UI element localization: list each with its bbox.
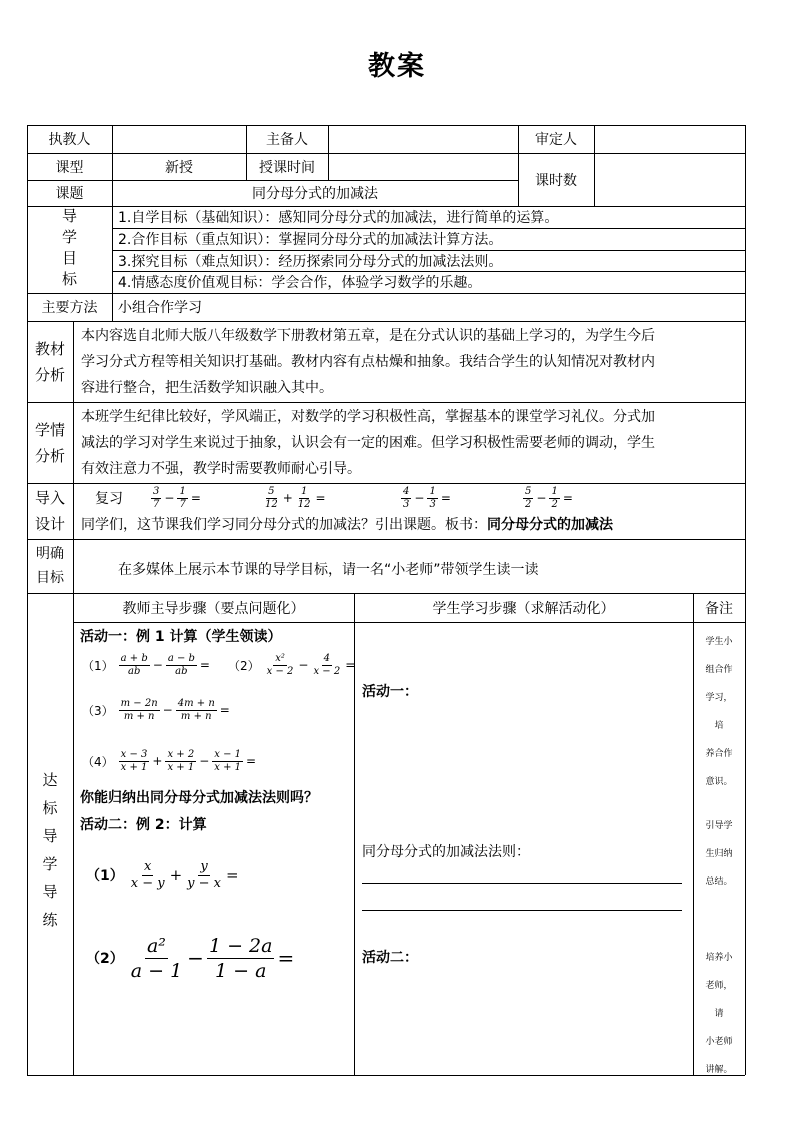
activity-one-title: 活动一：例 1 计算（学生领读） (80, 629, 282, 645)
preparer-label: 主备人 (266, 132, 308, 148)
goal-item: 4.情感态度价值观目标：学会合作，体验学习数学的乐趣。 (118, 275, 482, 291)
review-expression: $\frac{5}{2}$ − $\frac{1}{2}$ = (525, 485, 573, 510)
clarify-label: 明确目标 (36, 546, 64, 586)
goal-item: 1.自学目标（基础知识）：感知同分母分式的加减法，进行简单的运算。 (118, 210, 559, 226)
lesson-time-label: 授课时间 (259, 159, 315, 176)
answer-blank-line (362, 910, 682, 911)
topic-label: 课题 (55, 186, 84, 202)
answer-blank-line (362, 883, 682, 884)
intro-label: 导入设计 (34, 489, 65, 533)
example-3-expression: （3） $\frac{m - 2n}{m + n}$ − $\frac{4m + n}{m + n}$ = (82, 697, 230, 722)
note-little-teacher: 培养小 老师，请 小老师 讲解。 (705, 953, 733, 1075)
students-label: 学情分析 (34, 420, 65, 465)
example-5-expression: （1） $\frac{x}{x - y}$ + $\frac{y}{y - x}$ = (86, 858, 239, 891)
practice-label: 达标导学导练 (42, 771, 58, 929)
review-expression: $\frac{5}{12}$ + $\frac{1}{12}$ = (265, 485, 326, 510)
review-expression: $\frac{4}{3}$ − $\frac{1}{3}$ = (403, 485, 451, 510)
lesson-type-label: 课型 (55, 159, 84, 176)
textbook-label: 教材分析 (34, 339, 65, 384)
note-cooperation: 学生小 组合作 学习，培 养合作 意识。 (705, 637, 733, 787)
lesson-type-value: 新授 (165, 159, 193, 176)
example-6-expression: （2） $\frac{\text{a²}}{a - 1}$ − $\frac{1 - 2a}{1 - a}$ = (86, 934, 295, 982)
executor-label: 执教人 (48, 132, 91, 148)
review-expression: $\frac{3}{7}$ − $\frac{1}{7}$ = (153, 485, 201, 510)
example-2-expression: （2） $\frac{\text{x²}}{x - 2}$ − $\frac{4}{x - 2}$ = (228, 652, 356, 677)
student-rule-label: 同分母分式的加减法法则： (362, 844, 530, 860)
reviewer-label: 审定人 (535, 132, 577, 148)
goals-label: 导学目标 (60, 207, 78, 292)
review-label: 复习 (95, 491, 123, 507)
student-activity-two: 活动二： (362, 950, 418, 966)
goal-item: 2.合作目标（重点知识）：掌握同分母分式的加减法计算方法。 (118, 232, 503, 248)
page-title: 教案 (368, 51, 426, 82)
notes-header: 备注 (705, 600, 733, 617)
board-title: 同分母分式的加减法 (487, 517, 613, 533)
textbook-analysis: 本内容选自北师大版八年级数学下册教材第五章，是在分式认识的基础上学习的，为学生今后 学习分式方程等相关知识打基础。教材内容有点枯燥和抽象。我结合学生的认知情况对教材内 容进行整合，把生活数学知识融入其中。 (81, 328, 655, 396)
topic-value: 同分母分式的加减法 (252, 186, 378, 202)
student-steps-header: 学生学习步骤（求解活动化） (432, 600, 615, 617)
lesson-hours-label: 课时数 (535, 172, 577, 189)
intro-text: 同学们，这节课我们学习同分母分式的加减法？引出课题。板书： 同分母分式的加减法 (81, 512, 613, 536)
clarify-text: 在多媒体上展示本节课的导学目标，请一名“小老师”带领学生读一读 (118, 562, 539, 578)
example-1-expression: （1） $\frac{a + b}{ab}$ − $\frac{a - b}{ab}$ = (82, 652, 210, 677)
method-value: 小组合作学习 (118, 300, 202, 316)
teacher-steps-header: 教师主导步骤（要点问题化） (122, 600, 305, 617)
student-activity-one: 活动一： (362, 684, 418, 700)
goal-item: 3.探究目标（难点知识）：经历探索同分母分式的加减法法则。 (118, 253, 503, 270)
example-4-expression: （4） $\frac{x - 3}{x + 1}$ + $\frac{x + 2}{x + 1}$ − $\frac{x - 1}{x + 1}$ = (82, 748, 257, 773)
note-summary: 引导学 生归纳 总结。 (705, 821, 733, 887)
rule-question: 你能归纳出同分母分式加减法法则吗？ (80, 790, 318, 806)
student-analysis: 本班学生纪律比较好，学风端正，对数学的学习积极性高，掌握基本的课堂学习礼仪。分式加 减法的学习对学生来说过于抽象，认识会有一定的困难。但学习积极性需要老师的调动，学生 有效注意力不强，教学时需要教师耐心引导。 (81, 409, 655, 477)
method-label: 主要方法 (41, 300, 98, 316)
activity-two-title: 活动二：例 2：计算 (80, 817, 207, 833)
